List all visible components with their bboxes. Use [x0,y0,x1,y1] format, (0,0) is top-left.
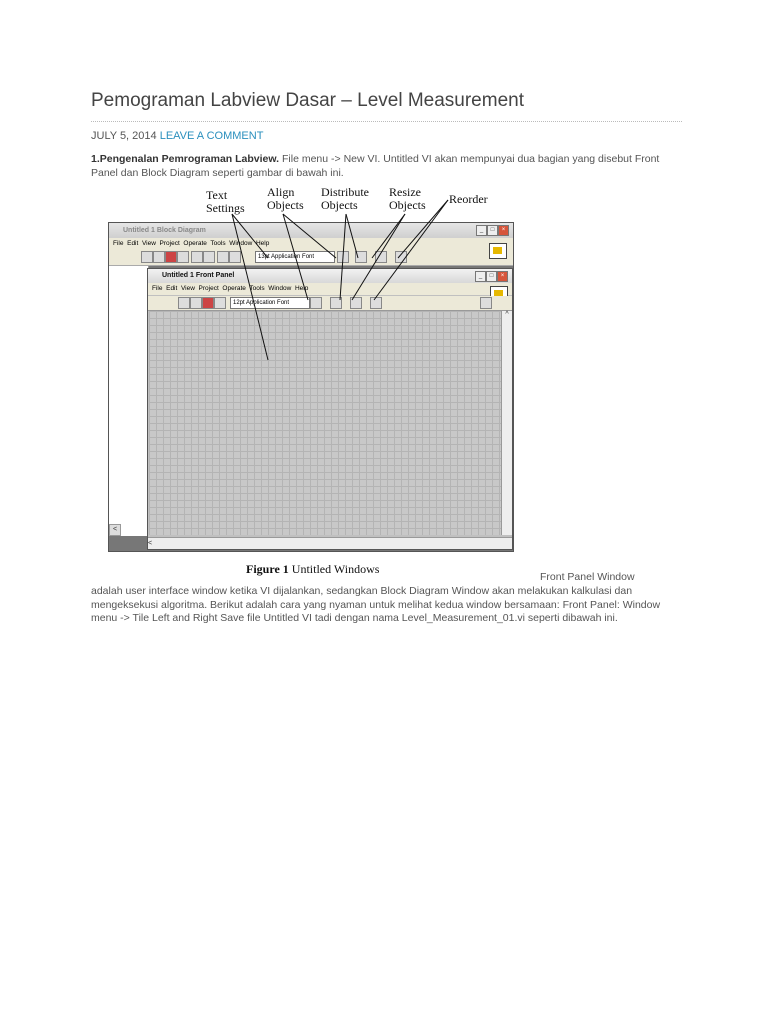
scroll-left-icon[interactable]: < [109,524,121,536]
menu-edit[interactable]: Edit [127,240,139,247]
post-date: JULY 5, 2014 [91,130,157,142]
menu-operate[interactable]: Operate [183,240,207,247]
menu-file[interactable]: File [113,240,124,247]
intro-heading: 1.Pengenalan Pemrograman Labview. [91,153,280,165]
post-title: Pemograman Labview Dasar – Level Measurement [91,90,524,111]
figure-caption [246,562,379,577]
arrow-line [340,214,346,300]
menu-edit[interactable]: Edit [166,285,178,292]
menu-window[interactable]: Window [229,240,253,247]
arrow-line [283,214,336,258]
annotation-resize-objects: Resize Objects [389,185,426,212]
close-icon[interactable]: × [498,225,509,236]
annotation-reorder: Reorder [449,192,488,206]
menu-project[interactable]: Project [159,240,180,247]
menu-file[interactable]: File [152,285,163,292]
front-panel-window-lead: Front Panel Window [540,571,635,583]
block-diagram-titlebar: Untitled 1 Block Diagram [109,223,513,238]
menu-window[interactable]: Window [268,285,292,292]
after-figure-paragraph: adalah user interface window ketika VI dijalankan, sedangkan Block Diagram Window akan melakukan kalkulasi dan mengeksekusi algoritma. Berikut adalah cara yang nyaman untuk melihat kedua window bersamaan: Front Panel: Window menu -> Tile Left and Right Save file Untitled VI tadi dengan nama Level_Measurement_01.vi seperti dibawah ini. [91,585,661,624]
bd-font-select[interactable]: 13pt Application Font [255,251,335,263]
minimize-icon[interactable]: _ [475,271,486,282]
figure-caption-label: Figure 1 [246,562,289,576]
scroll-up-icon[interactable]: ^ [505,311,509,318]
intro-text: File menu -> New VI. Untitled VI akan mempunyai dua bagian yang disebut Front Panel dan Block Diagram seperti gambar di bawah ini. [91,153,660,179]
figure-caption-text: Untitled Windows [288,562,380,576]
arrow-line [372,214,405,258]
close-icon[interactable]: × [497,271,508,282]
scroll-left-icon[interactable]: < [148,540,153,547]
menu-help[interactable]: Help [294,285,309,292]
menu-view[interactable]: View [180,285,195,292]
annotation-align-objects: Align Objects [267,185,304,212]
annotation-text-settings: Text Settings [206,188,245,215]
leave-comment-link[interactable]: LEAVE A COMMENT [159,130,264,142]
maximize-icon[interactable]: □ [487,225,498,236]
minimize-icon[interactable]: _ [476,225,487,236]
fp-font-select[interactable]: 12pt Application Font [230,297,310,309]
menu-project[interactable]: Project [198,285,219,292]
menu-tools[interactable]: Tools [210,240,226,247]
maximize-icon[interactable]: □ [486,271,497,282]
arrow-line [283,214,308,300]
arrow-line [398,200,448,258]
menu-help[interactable]: Help [255,240,270,247]
menu-view[interactable]: View [141,240,156,247]
arrow-line [352,214,405,300]
arrow-line [346,214,358,258]
menu-operate[interactable]: Operate [222,285,246,292]
arrow-line [374,200,448,300]
annotation-distribute-objects: Distribute Objects [321,185,369,212]
menu-tools[interactable]: Tools [249,285,265,292]
front-panel-titlebar: Untitled 1 Front Panel [148,269,512,283]
